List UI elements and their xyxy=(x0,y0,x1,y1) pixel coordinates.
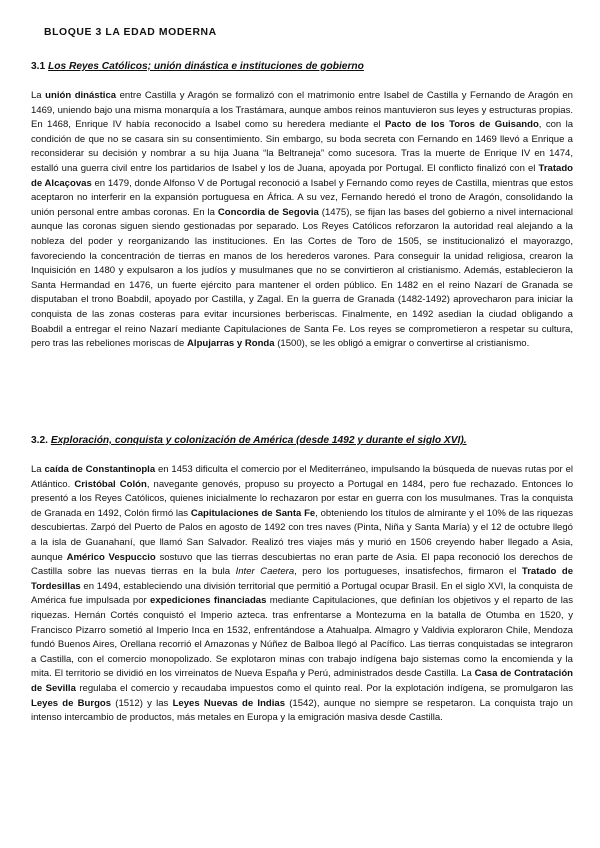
section-2-paragraph xyxy=(31,463,573,726)
text-run: La xyxy=(31,90,46,101)
bold-term: caída de Constantinopla xyxy=(44,464,156,475)
section-1-title: Los Reyes Católicos; unión dinástica e instituciones de gobierno xyxy=(48,61,364,72)
block-title: BLOQUE 3 LA EDAD MODERNA xyxy=(44,27,217,38)
bold-term: Leyes de Burgos xyxy=(31,697,112,709)
text-run: en 1494, estableciendo una división territorial que permitió a Portugal ocupar Brasil. En el siglo XVI, la conquista de América fue impulsada por xyxy=(31,580,573,607)
text-run: sostuvo que las tierras descubiertas no eran parte de Asia. El papa reconoció los derechos de Castilla sobre las nuevas tierras en la bula xyxy=(31,551,573,578)
text-run: , pero los portugueses, insatisfechos, firmaron el xyxy=(294,566,522,578)
text-run: (1542), aunque no siempre se respetaron. La conquista trajo un intenso intercambio de productos, más metales en Europa y la emigración masiva desde Castilla. xyxy=(31,697,573,724)
italic-term: Inter Caetera xyxy=(235,566,295,578)
bold-term: Casa de Contratación de Sevilla xyxy=(31,668,573,694)
bold-term: Concordia de Segovia xyxy=(217,206,319,218)
text-run: en 1479, donde Alfonso V de Portugal reconoció a Isabel y Fernando como reyes de Castilla, mientras que estos aceptaron no interferir en la expansión portuguesa en África. A su vez, Fernando heredó el trono de Aragón, consolidando la unión personal entre ambas coronas. En la xyxy=(31,177,573,218)
text-run: en 1453 dificulta el comercio por el Mediterráneo, impulsando la búsqueda de nuevas rutas por el Atlántico. xyxy=(31,464,573,490)
text-run: regulaba el comercio y recaudaba impuestos como el quinto real. Por la explotación indígena, se promulgaron las xyxy=(75,682,573,694)
section-1-paragraph xyxy=(31,89,573,352)
text-run: entre Castilla y Aragón se formalizó con el matrimonio entre Isabel de Castilla y Fernando de Aragón en 1469, uniendo bajo una misma monarquía a los Trastámara, aunque ambos reinos mantuvieron sus leyes y estructuras propias. En 1468, Enrique IV había reconocido a Isabel como su heredera mediante el xyxy=(31,90,573,131)
section-2-number: 3.2. xyxy=(31,435,48,446)
bold-term: Alpujarras y Ronda xyxy=(187,338,275,350)
text-run: (1500), se les obligó a emigrar o convertirse al cristianismo. xyxy=(274,338,530,350)
section-1-number: 3.1 xyxy=(31,61,46,72)
bold-term: Cristóbal Colón xyxy=(74,478,147,490)
text-run: mediante Capitulaciones, que definían los objetivos y el reparto de las riquezas. Hernán Cortés conquistó el Imperio azteca. tras enfrentarse a Montezuma en la batalla de Otumba en 1520, y Francisco Pizarro sometió al Imperio Inca en 1532, enfrentándose a Atahualpa. Almagro y Valdivia exploraron Chile, Mendoza fundó Buenos Aires, Orellana recorrió el Amazonas y Núñez de Balboa llegó al Pacífico. Las tierras conquistadas se integraron a Castilla, con el comercio monopolizado. Se explotaron minas con trabajo indígena bajo sistemas como la encomienda y la mita. El territorio se dividió en los virreinatos de Nueva España y Perú, administrados desde Castilla. La xyxy=(31,595,573,680)
section-2-heading xyxy=(31,435,467,446)
text-run: , obteniendo los títulos de almirante y el 10% de las riquezas descubiertas. Zarpó del Puerto de Palos en agosto de 1492 con tres naves (Pinta, Niña y Santa María) y el 12 de octubre llegó a la isla de Guanahaní, que llamó San Salvador. Realizó tres viajes más y murió en 1506 creyendo haber llegado a Asia, aunque xyxy=(31,507,574,563)
text-run: , navegante genovés, propuso su proyecto a Portugal en 1484, pero fue rechazado. Entonces lo presentó a los Reyes Católicos, quienes inicialmente lo rechazaron por estar en guerra con los musulmanes. Tras la conquista de Granada en 1492, Colón firmó las xyxy=(31,478,573,519)
bold-term: expediciones financiadas xyxy=(150,595,267,607)
text-run: , con la condición de que no se casara sin su consentimiento. Sin embargo, su boda secreta con Fernando en 1469 llevó a Enrique a reconsiderar su decisión y nombrar a su hija Juana “la Beltraneja” como sucesora. Tras la muerte de Enrique IV en 1474, estalló una guerra civil entre los partidarios de Isabel y los de Juana, apoyada por Portugal. El conflicto finalizó con el xyxy=(31,119,574,174)
bold-term: Leyes Nuevas de Indias xyxy=(172,697,285,709)
text-run: La xyxy=(31,464,45,475)
text-run: (1475), se fijan las bases del gobierno a nivel internacional aunque las coronas siguen siendo gestionadas por separado. Los Reyes Católicos reforzaron la autoridad real alejando a la nobleza del poder y reorganizando las instituciones. En las Cortes de Toro de 1505, se institucionalizó el mayorazgo, favoreciendo la concentración de tierras en manos de los herederos varones. Para conseguir la unidad religiosa, crearon la Inquisición en 1480 y expulsaron a los judíos y musulmanes que no se convirtieron al cristianismo. Además, establecieron la Santa Hermandad en 1476, un fuerte ejército para mantener el orden público. En 1482 en el reino Nazarí de Granada se disputaban el trono Boabdil, apoyado por Castilla, y Zagal. En la guerra de Granada (1482-1492) aprovecharon para iniciar la conquista de las zonas costeras para evitar incursiones berberiscas. Finalmente, en 1492 asedian la ciudad obligando a Boabdil a entregar el reino Nazarí mediante Capitulaciones de Santa Fe. Los reyes se comprometieron a respetar su cultura, pero tras las rebeliones moriscas de xyxy=(31,206,573,350)
bold-term: Tratado de Tordesillas xyxy=(31,566,574,592)
section-2-title: Exploración, conquista y colonización de América (desde 1492 y durante el siglo XVI). xyxy=(50,435,467,446)
bold-term: Américo Vespuccio xyxy=(66,551,156,563)
text-run: (1512) y las xyxy=(111,697,173,709)
bold-term: unión dinástica xyxy=(45,90,117,101)
section-1-heading xyxy=(31,61,364,72)
bold-term: Pacto de los Toros de Guisando xyxy=(385,119,539,131)
bold-term: Capitulaciones de Santa Fe xyxy=(190,507,316,519)
bold-term: Tratado de Alcaçovas xyxy=(31,162,573,189)
